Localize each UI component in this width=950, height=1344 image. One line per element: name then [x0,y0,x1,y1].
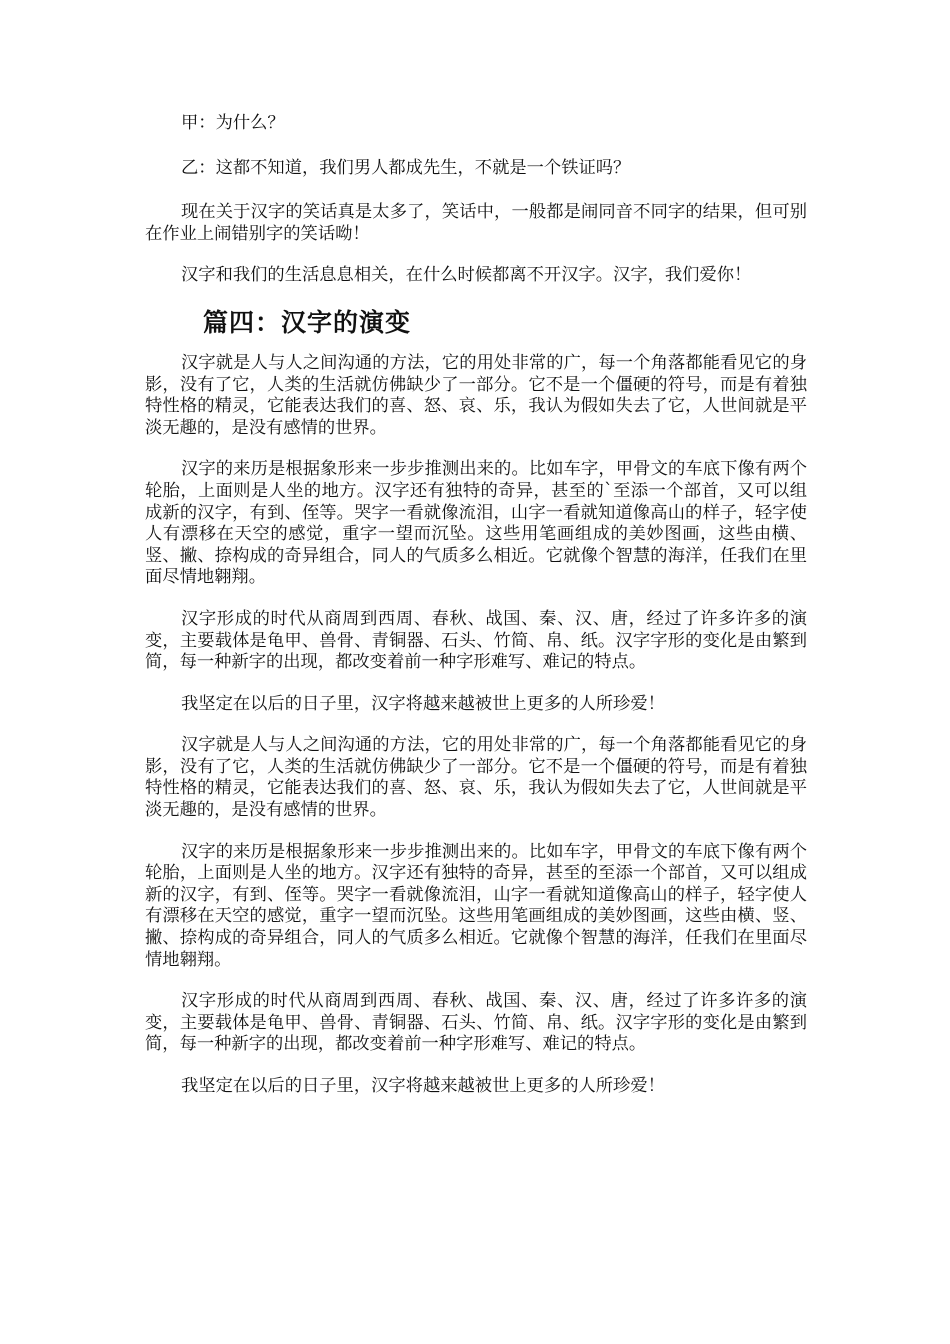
document-body [145,113,807,1118]
paragraph-communication-repeat: 汉字就是人与人之间沟通的方法，它的用处非常的广，每一个角落都能看见它的身影，没有了它，人类的生活就仿佛缺少了一部分。它不是一个僵硬的符号，而是有着独特性格的精灵，它能表达我们的喜、怒、哀、乐，我认为假如失去了它，人世间就是平淡无趣的，是没有感情的世界。 [145,735,807,821]
paragraph-closing-love: 汉字和我们的生活息息相关，在什么时候都离不开汉字。汉字，我们爱你！ [181,265,752,286]
paragraph-history: 汉字形成的时代从商周到西周、春秋、战国、秦、汉、唐，经过了许多许多的演变，主要载体是龟甲、兽骨、青铜器、石头、竹简、帛、纸。汉字字形的变化是由繁到简，每一种新字的出现，都改变着前一种字形难写、难记的特点。 [145,608,807,673]
paragraph-dialogue-yi: 乙：这都不知道，我们男人都成先生，不就是一个铁证吗？ [181,157,631,178]
paragraph-origin-repeat: 汉字的来历是根据象形来一步步推测出来的。比如车字，甲骨文的车底下像有两个轮胎，上面则是人坐的地方。汉字还有独特的奇异，甚至的至添一个部首，又可以组成新的汉字，有到、侄等。哭字一看就像流泪，山字一看就知道像高山的样子，轻字使人有漂移在天空的感觉，重字一望而沉坠。这些用笔画组成的美妙图画，这些由横、竖、撇、捺构成的奇异组合，同人的气质多么相近。它就像个智慧的海洋，任我们在里面尽情地翱翔。 [145,841,807,970]
paragraph-jokes: 现在关于汉字的笑话真是太多了，笑话中，一般都是闹同音不同字的结果，但可别在作业上闹错别字的笑话呦！ [145,202,807,244]
paragraph-belief-repeat: 我坚定在以后的日子里，汉字将越来越被世上更多的人所珍爱！ [181,1076,665,1096]
paragraph-belief: 我坚定在以后的日子里，汉字将越来越被世上更多的人所珍爱！ [181,693,665,714]
paragraph-communication: 汉字就是人与人之间沟通的方法，它的用处非常的广，每一个角落都能看见它的身影，没有了它，人类的生活就仿佛缺少了一部分。它不是一个僵硬的符号，而是有着独特性格的精灵，它能表达我们的喜、怒、哀、乐，我认为假如失去了它，人世间就是平淡无趣的，是没有感情的世界。 [145,352,807,438]
paragraph-origin: 汉字的来历是根据象形来一步步推测出来的。比如车字，甲骨文的车底下像有两个轮胎，上面则是人坐的地方。汉字还有独特的奇异，甚至的`至添一个部首，又可以组成新的汉字，有到、侄等。哭字一看就像流泪，山字一看就知道像高山的样子，轻字使人有漂移在天空的感觉，重字一望而沉坠。这些用笔画组成的美妙图画，这些由横、竖、撇、捺构成的奇异组合，同人的气质多么相近。它就像个智慧的海洋，任我们在里面尽情地翱翔。 [145,459,807,588]
section-heading: 篇四：汉字的演变 [203,307,412,337]
paragraph-history-repeat: 汉字形成的时代从商周到西周、春秋、战国、秦、汉、唐，经过了许多许多的演变，主要载体是龟甲、兽骨、青铜器、石头、竹简、帛、纸。汉字字形的变化是由繁到简，每一种新字的出现，都改变着前一种字形难写、难记的特点。 [145,991,807,1055]
paragraph-dialogue-jia: 甲：为什么？ [181,113,285,133]
